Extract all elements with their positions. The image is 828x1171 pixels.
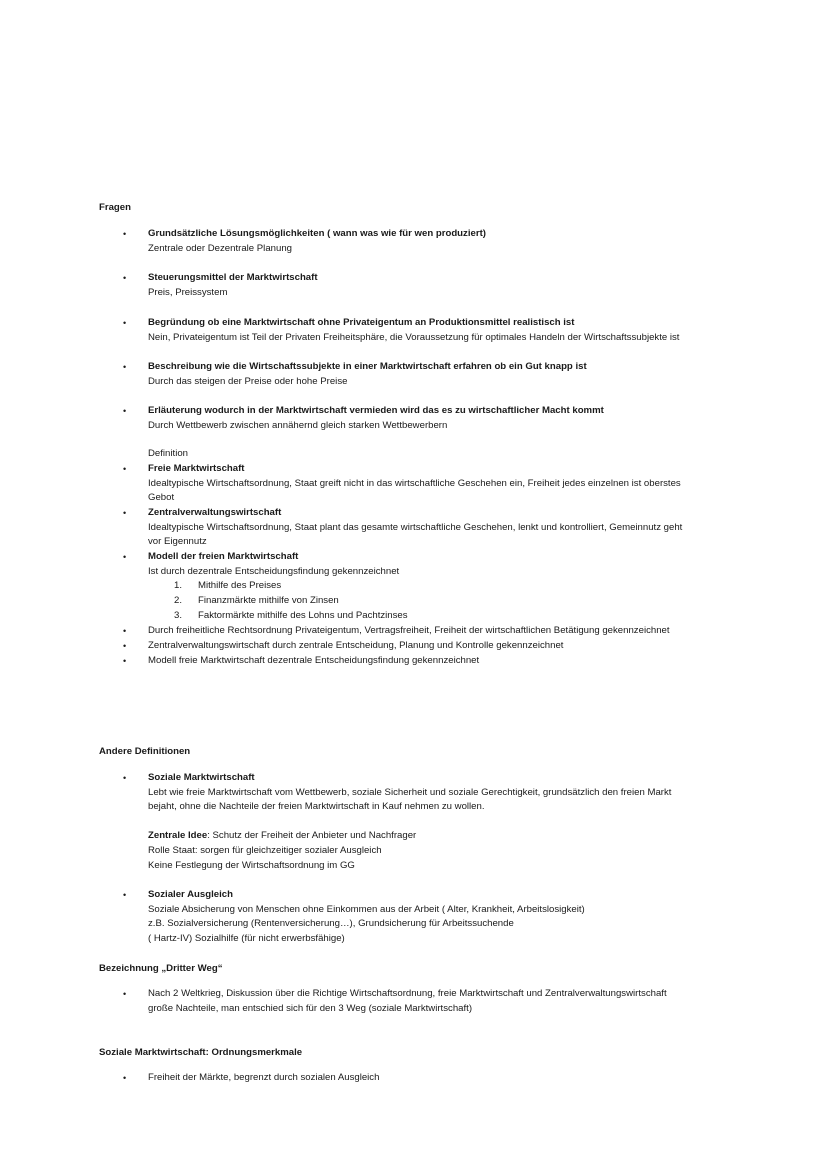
question-title: Grundsätzliche Lösungsmöglichkeiten ( wann was wie für wen produziert) bbox=[148, 228, 486, 239]
bullet-item bbox=[123, 654, 733, 669]
rolle-staat-line: Rolle Staat: sorgen für gleichzeitiger sozialer Ausgleich bbox=[148, 845, 382, 856]
bullet-text: Durch freiheitliche Rechtsordnung Privateigentum, Vertragsfreiheit, Freiheit der wirtschaftlichen Betätigung gekennzeichnet bbox=[148, 625, 670, 636]
question-item bbox=[123, 316, 733, 345]
bullet: • bbox=[123, 890, 127, 900]
numbered-item bbox=[174, 594, 339, 609]
bullet: • bbox=[123, 273, 127, 283]
question-item bbox=[123, 271, 733, 300]
definition-text: vor Eigennutz bbox=[148, 536, 207, 548]
bullet: • bbox=[123, 626, 127, 636]
festlegung-line: Keine Festlegung der Wirtschaftsordnung im GG bbox=[148, 860, 355, 871]
definition-title: Sozialer Ausgleich bbox=[148, 889, 233, 900]
number: 1. bbox=[174, 580, 183, 591]
numbered-item bbox=[174, 609, 408, 624]
definition-text: bejaht, ohne die Nachteile der freien Marktwirtschaft in Kauf nehmen zu wollen. bbox=[148, 801, 485, 813]
definition-item-sozialer-ausgleich bbox=[123, 888, 733, 947]
bullet: • bbox=[123, 1073, 127, 1083]
definition-title: Soziale Marktwirtschaft bbox=[148, 772, 255, 783]
bullet: • bbox=[123, 318, 127, 328]
definition-item bbox=[123, 550, 733, 579]
bullet: • bbox=[123, 989, 127, 999]
bullet-text: Zentralverwaltungswirtschaft durch zentrale Entscheidung, Planung und Kontrolle gekennzeichnet bbox=[148, 640, 564, 651]
question-title: Beschreibung wie die Wirtschaftssubjekte in einer Marktwirtschaft erfahren ob ein Gut knapp ist bbox=[148, 361, 587, 372]
definition-text: Idealtypische Wirtschaftsordnung, Staat greift nicht in das wirtschaftliche Geschehen ein, Freiheit jedes einzelnen ist oberstes bbox=[148, 477, 681, 489]
bullet: • bbox=[123, 773, 127, 783]
heading-dritter-weg: Bezeichnung „Dritter Weg“ bbox=[99, 963, 223, 974]
definition-text: ( Hartz-IV) Sozialhilfe (für nicht erwerbsfähige) bbox=[148, 933, 345, 945]
question-answer: Nein, Privateigentum ist Teil der Privaten Freiheitsphäre, die Voraussetzung für optimales Handeln der Wirtschaftssubjekte ist bbox=[148, 331, 680, 343]
bullet-item bbox=[123, 639, 733, 654]
question-item bbox=[123, 404, 733, 433]
definition-text: Soziale Absicherung von Menschen ohne Einkommen aus der Arbeit ( Alter, Krankheit, Arbeitslosigkeit) bbox=[148, 903, 585, 915]
bullet-text: Modell freie Marktwirtschaft dezentrale Entscheidungsfindung gekennzeichnet bbox=[148, 655, 480, 666]
definition-label: Definition bbox=[148, 448, 188, 459]
question-answer: Zentrale oder Dezentrale Planung bbox=[148, 242, 292, 254]
bullet: • bbox=[123, 508, 127, 518]
bullet-text: große Nachteile, man entschied sich für den 3 Weg (soziale Marktwirtschaft) bbox=[148, 1002, 473, 1014]
number: 3. bbox=[174, 610, 183, 621]
bullet-item bbox=[123, 1071, 733, 1086]
zentrale-idee-line bbox=[148, 829, 733, 844]
definition-text: Ist durch dezentrale Entscheidungsfindung gekennzeichnet bbox=[148, 565, 400, 577]
numbered-item bbox=[174, 579, 281, 594]
question-title: Erläuterung wodurch in der Marktwirtschaft vermieden wird das es zu wirtschaftlicher Macht kommt bbox=[148, 405, 604, 416]
bullet: • bbox=[123, 464, 127, 474]
definition-title: Zentralverwaltungswirtschaft bbox=[148, 507, 282, 518]
bullet-item bbox=[123, 987, 733, 1016]
zentrale-idee-text: : Schutz der Freiheit der Anbieter und Nachfrager bbox=[207, 830, 417, 841]
definition-text: z.B. Sozialversicherung (Rentenversicherung…), Grundsicherung für Arbeitssuchende bbox=[148, 918, 514, 930]
bullet: • bbox=[123, 362, 127, 372]
question-title: Steuerungsmittel der Marktwirtschaft bbox=[148, 272, 318, 283]
definition-item-soziale-marktwirtschaft bbox=[123, 771, 733, 815]
bullet: • bbox=[123, 641, 127, 651]
definition-title: Modell der freien Marktwirtschaft bbox=[148, 551, 299, 562]
bullet: • bbox=[123, 229, 127, 239]
definition-title: Freie Marktwirtschaft bbox=[148, 463, 245, 474]
bullet: • bbox=[123, 656, 127, 666]
zentrale-idee-label: Zentrale Idee bbox=[148, 830, 208, 841]
question-item bbox=[123, 360, 733, 389]
heading-fragen: Fragen bbox=[99, 202, 131, 213]
numbered-text: Mithilfe des Preises bbox=[198, 580, 282, 591]
number: 2. bbox=[174, 595, 183, 606]
question-answer: Durch Wettbewerb zwischen annähernd gleich starken Wettbewerbern bbox=[148, 419, 448, 431]
question-title: Begründung ob eine Marktwirtschaft ohne Privateigentum an Produktionsmittel realistisch ist bbox=[148, 317, 575, 328]
definition-item bbox=[123, 462, 733, 506]
question-answer: Preis, Preissystem bbox=[148, 286, 228, 298]
bullet: • bbox=[123, 552, 127, 562]
numbered-text: Finanzmärkte mithilfe von Zinsen bbox=[198, 595, 339, 606]
bullet-text: Nach 2 Weltkrieg, Diskussion über die Richtige Wirtschaftsordnung, freie Marktwirtschaft und Zentralverwaltungswirtschaft bbox=[148, 988, 667, 999]
heading-andere-definitionen: Andere Definitionen bbox=[99, 746, 191, 757]
bullet: • bbox=[123, 406, 127, 416]
definition-text: Lebt wie freie Marktwirtschaft vom Wettbewerb, soziale Sicherheit und soziale Gerechtigkeit, grundsätzlich den freien Markt bbox=[148, 786, 672, 798]
question-item bbox=[123, 227, 733, 256]
bullet-text: Freiheit der Märkte, begrenzt durch sozialen Ausgleich bbox=[148, 1072, 380, 1083]
heading-ordnungsmerkmale: Soziale Marktwirtschaft: Ordnungsmerkmale bbox=[99, 1047, 303, 1058]
numbered-text: Faktormärkte mithilfe des Lohns und Pachtzinses bbox=[198, 610, 408, 621]
definition-text: Gebot bbox=[148, 492, 175, 504]
bullet-item bbox=[123, 624, 733, 639]
question-answer: Durch das steigen der Preise oder hohe Preise bbox=[148, 375, 348, 387]
definition-text: Idealtypische Wirtschaftsordnung, Staat plant das gesamte wirtschaftliche Geschehen, lenkt und kontrolliert, Gemeinnutz geht bbox=[148, 521, 683, 533]
definition-item bbox=[123, 506, 733, 550]
